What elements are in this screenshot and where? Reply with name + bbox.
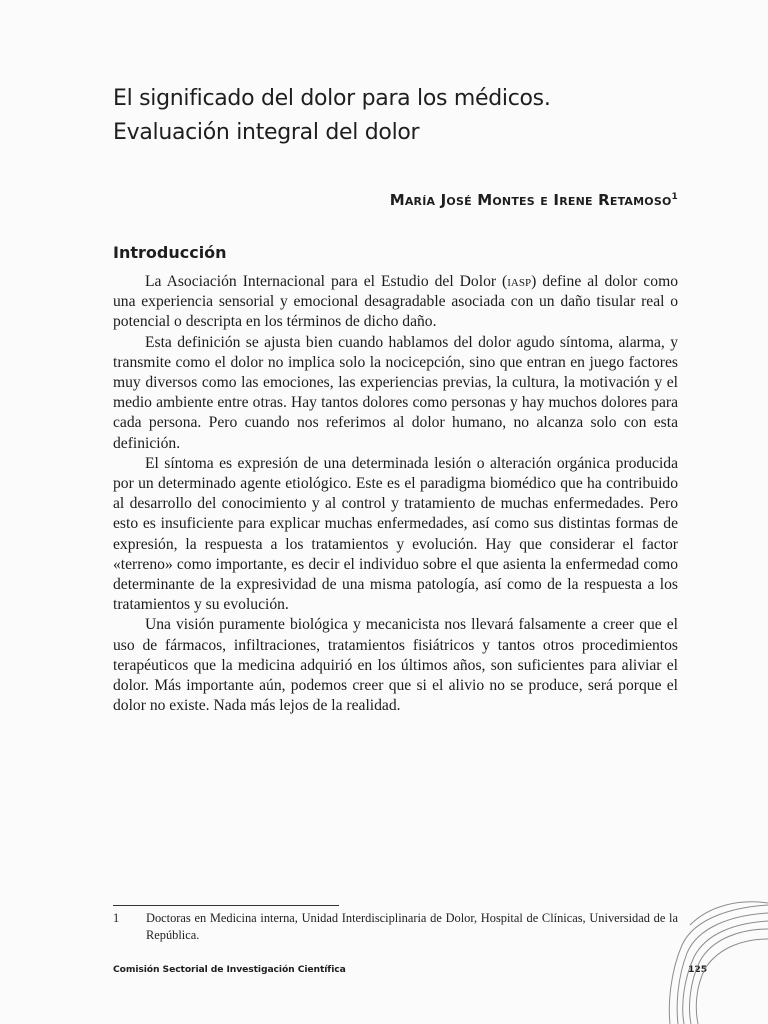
iasp-acronym: iasp (507, 273, 532, 290)
author-footnote-mark[interactable]: 1 (671, 192, 678, 202)
paragraph-4: Una visión puramente biológica y mecanicista nos llevará falsamente a creer que el uso de fármacos, infiltraciones, tratamientos fisiátricos y tantos otros procedimientos terapéuticos que la medicina adquirió en los últimos años, son suficientes para aliviar el dolor. Más importante aún, podemos creer que si el alivio no se produce, será porque el dolor no existe. Nada más lejos de la realidad. (113, 616, 678, 715)
page-title (113, 82, 713, 150)
title-line-2: Evaluación integral del dolor (113, 120, 420, 145)
paragraph-2: Esta definición se ajusta bien cuando hablamos del dolor agudo síntoma, alarma, y transmite como el dolor no implica solo la nocicepción, sino que entran en juego factores muy diversos como las emociones, las experiencias previas, la cultura, la motivación y el medio ambiente entre otras. Hay tantos dolores como personas y hay muchos dolores para cada persona. Pero cuando nos referimos al dolor humano, no alcanza solo con esta definición. (113, 333, 678, 452)
corner-swirl-decoration (640, 895, 768, 1024)
footer-publisher: Comisión Sectorial de Investigación Científica (113, 964, 346, 975)
section-heading: Introducción (113, 243, 227, 262)
author-line (390, 191, 678, 209)
paragraph-1-text-a: La Asociación Internacional para el Estudio del Dolor ( (145, 273, 508, 290)
footnote-text: Doctoras en Medicina interna, Unidad Interdisciplinaria de Dolor, Hospital de Clínicas, Universidad de la República. (146, 911, 678, 942)
author-names: María José Montes e Irene Retamoso (389, 191, 672, 209)
title-line-1: El significado del dolor para los médicos. (113, 86, 551, 111)
body-text (113, 272, 678, 716)
footnote-divider (113, 905, 339, 906)
footnote (113, 910, 678, 944)
footnote-number: 1 (113, 911, 120, 925)
paragraph-1-text-b: ) define al dolor como una experiencia sensorial y emocional desagradable asociada con un daño tisular real o potencial o descripta en los términos de dicho daño. (113, 273, 679, 331)
page-number: 125 (688, 964, 708, 975)
paragraph-1 (113, 272, 678, 333)
paragraph-3: El síntoma es expresión de una determinada lesión o alteración orgánica producida por un determinado agente etiológico. Este es el paradigma biomédico que ha contribuido al desarrollo del conocimiento y al control y tratamiento de muchas enfermedades. Pero esto es insuficiente para explicar muchas enfermedades, así como sus distintas formas de expresión, la respuesta a los tratamientos y evolución. Hay que considerar el factor «terreno» como importante, es decir el individuo sobre el que asienta la enfermedad como determinante de la expresividad de una misma patología, así como de la respuesta a los tratamientos y su evolución. (113, 454, 678, 614)
